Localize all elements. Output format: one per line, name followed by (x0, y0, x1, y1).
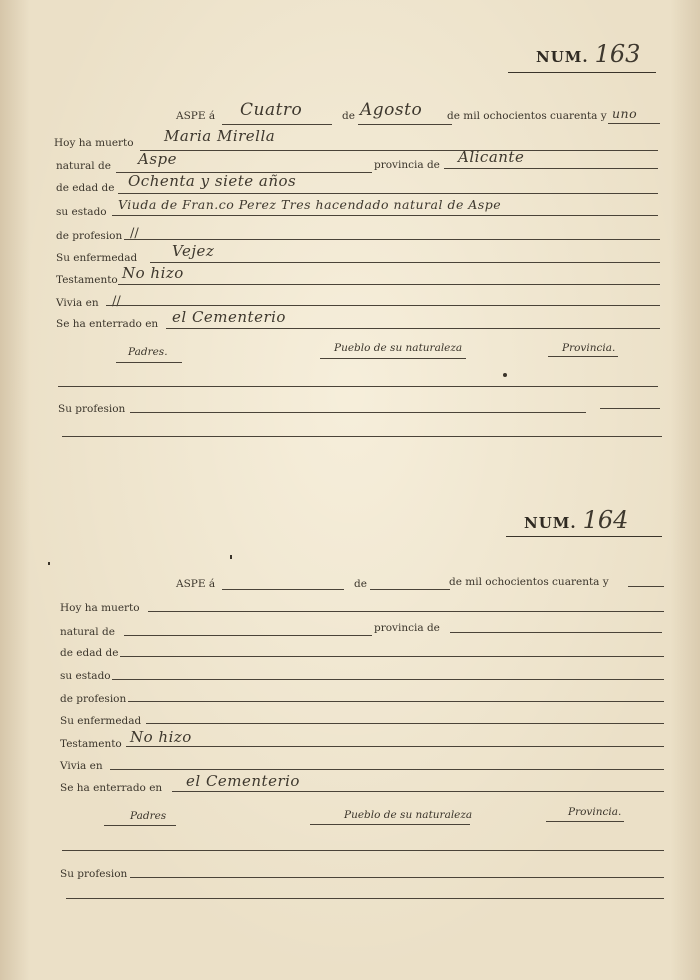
town-label: ASPE á (176, 578, 216, 590)
num-label: NUM. (536, 48, 589, 66)
num-value: 164 (582, 506, 629, 534)
lived-label: Vivia en (56, 297, 99, 309)
testament-label: Testamento (56, 274, 118, 286)
town-label: ASPE á (176, 110, 216, 122)
illness-label: Su enfermedad (60, 715, 142, 727)
province-label: provincia de (374, 159, 440, 171)
ink-speck (503, 373, 507, 377)
parents-header: Padres (130, 810, 167, 822)
profession-label: de profesion (56, 230, 123, 242)
day-value: Cuatro (240, 100, 303, 120)
hometown-header: Pueblo de su naturaleza (334, 342, 463, 354)
testament-value: No hizo (122, 264, 184, 282)
died-value: Maria Mirella (164, 127, 276, 145)
illness-value: Vejez (172, 242, 215, 260)
parents-header: Padres. (128, 346, 168, 358)
profession-label: de profesion (60, 693, 127, 705)
illness-label: Su enfermedad (56, 252, 138, 264)
su-profesion-label: Su profesion (60, 868, 128, 880)
age-value: Ochenta y siete años (128, 172, 297, 190)
age-label: de edad de (56, 182, 115, 194)
month-value: Agosto (360, 100, 423, 120)
year-suffix: uno (612, 106, 638, 121)
de-label: de (354, 578, 367, 590)
state-value: Viuda de Fran.co Perez Tres hacendado natural de Aspe (118, 197, 502, 212)
num-underline (506, 536, 662, 537)
buried-value: el Cementerio (186, 772, 300, 790)
entry-number (536, 40, 640, 68)
provincia-header: Provincia. (568, 806, 622, 818)
testament-value: No hizo (130, 728, 192, 746)
age-label: de edad de (60, 647, 119, 659)
lived-label: Vivia en (60, 760, 103, 772)
died-label: Hoy ha muerto (54, 137, 134, 149)
entry-number (524, 506, 628, 534)
natural-label: natural de (60, 626, 115, 638)
provincia-header: Provincia. (562, 342, 616, 354)
hometown-header: Pueblo de su naturaleza (344, 809, 473, 821)
lived-value: // (112, 294, 121, 309)
natural-label: natural de (56, 160, 111, 172)
buried-label: Se ha enterrado en (60, 782, 163, 794)
testament-label: Testamento (60, 738, 122, 750)
buried-value: el Cementerio (172, 308, 286, 326)
num-value: 163 (594, 40, 641, 68)
died-label: Hoy ha muerto (60, 602, 140, 614)
state-label: su estado (56, 206, 107, 218)
ink-speck (48, 562, 50, 565)
ink-speck (230, 555, 232, 559)
su-profesion-label: Su profesion (58, 403, 126, 415)
num-underline (508, 72, 656, 73)
natural-value: Aspe (138, 150, 178, 168)
year-label: de mil ochocientos cuarenta y (447, 110, 607, 122)
state-label: su estado (60, 670, 111, 682)
de-label: de (342, 110, 355, 122)
profession-value: // (130, 226, 139, 241)
buried-label: Se ha enterrado en (56, 318, 159, 330)
num-label: NUM. (524, 514, 577, 532)
year-label: de mil ochocientos cuarenta y (449, 576, 609, 588)
province-label: provincia de (374, 622, 440, 634)
province-value: Alicante (458, 148, 525, 166)
